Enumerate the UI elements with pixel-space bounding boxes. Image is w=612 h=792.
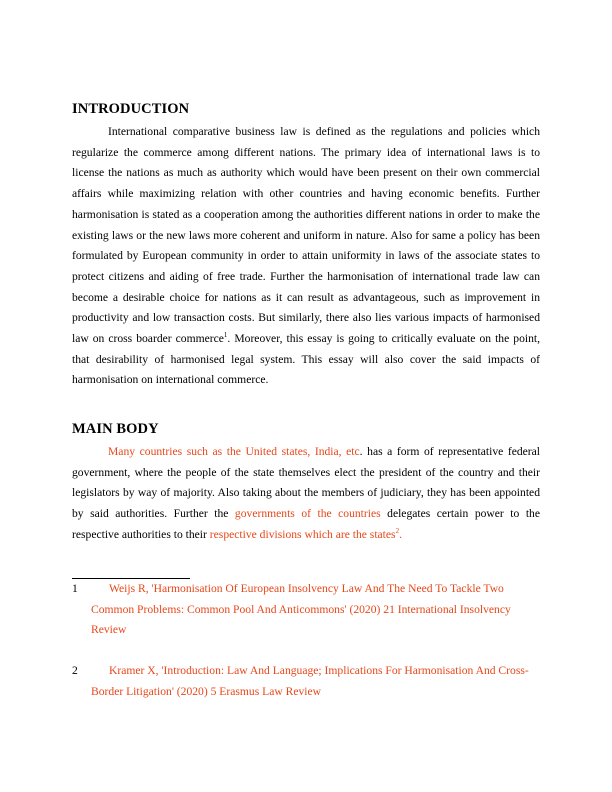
highlight-divisions: respective divisions which are the states [209,527,396,541]
footnote-2-number: 2 [72,664,78,677]
main-body-text-1: . has a form of representative federal government, where the people of the state themselves elect the president of the country and their legislators by way of majority. Also taking about the members of judiciary, they has been appointed by said authorities. Further the [72,445,541,521]
footnote-2 [72,661,532,702]
highlight-governments: governments of the countries [234,507,381,521]
introduction-text-a: International comparative business law is defined as the regulations and policies which regularize the commerce among different nations. The primary idea of international laws is to license the nations as much as authority which would have been present on their own commercial affairs while maximizing relation with other countries and having economic benefits. Further harmonisation is stated as a cooperation among the authorities different nations in order to make the existing laws or the new laws more coherent and uniform in nature. Also for same a policy has been formulated by European community in order to attain uniformity in laws of the associate states to protect citizens and aiding of free trade. Further the harmonisation of international trade law can become a desirable choice for nations as it can result as advantageous, such as improvement in productivity and low transaction costs. But similarly, there also lies various impacts of harmonised law on cross boarder commerce [72,125,540,346]
introduction-heading: INTRODUCTION [72,101,190,117]
introduction-text-b: . Moreover, this essay is going to critically evaluate on the point, that desirability of harmonised legal system. This essay will also cover the said impacts of harmonisation on international commerce. [72,332,540,387]
footnote-ref-1[interactable]: 1 [223,331,228,340]
main-body-text-2: delegates certain power to the respective authorities to their [72,507,540,541]
main-body-heading: MAIN BODY [72,421,159,437]
footnote-2-text: Kramer X, 'Introduction: Law And Language; Implications For Harmonisation And Cross-Border Litigation' (2020) 5 Erasmus Law Review [91,664,529,698]
main-body-end: . [399,527,402,541]
footnote-1-text: Weijs R, 'Harmonisation Of European Insolvency Law And The Need To Tackle Two Common Problems: Common Pool And Anticommons' (2020) 21 International Insolvency Review [91,582,511,636]
main-body-paragraph [72,442,540,546]
introduction-paragraph [72,122,540,391]
footnote-1 [72,579,532,641]
footnote-ref-2[interactable]: 2 [395,526,400,535]
highlight-countries: Many countries such as the United states, India, etc [108,445,360,458]
footnote-1-number: 1 [72,582,78,595]
